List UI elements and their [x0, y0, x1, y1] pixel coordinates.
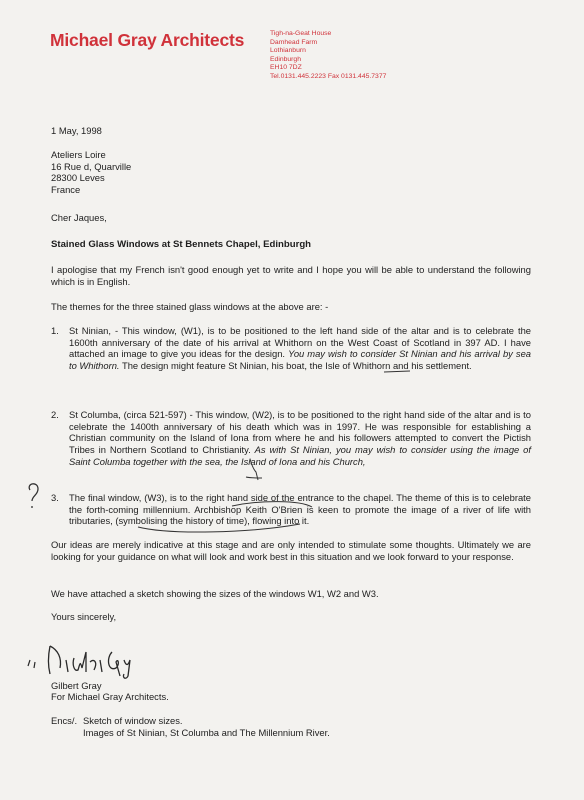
signatory-name: Gilbert Gray: [51, 680, 102, 691]
enclosure-item: Images of St Ninian, St Columba and The Millennium River.: [83, 726, 330, 738]
item-number: 1.: [51, 325, 59, 336]
signatory-organisation: For Michael Gray Architects.: [51, 691, 169, 702]
check-mark: [246, 459, 262, 480]
themes-intro: The themes for the three stained glass windows at the above are: -: [51, 301, 329, 312]
closing-paragraph: Our ideas are merely indicative at this stage and are only intended to stimulate some thoughts. Ultimately we are looking for your guidance on what will look and work best in this situation and we look forward to your response.: [51, 539, 531, 562]
item-text: St Ninian, - This window, (W1), is to be positioned to the left hand side of the altar and is to celebrate the 1600th anniversary of the date of his arrival at Whithorn on the West Coast of Scotland in 397 AD. I have attached an image to give you ideas for the design. You may wish to consider St Ninian and his arrival by sea to Whithorn. The design might feature St Ninian, his boat, the Isle of Whithorn and his settlement.: [69, 325, 531, 372]
recipient-line: France: [51, 183, 81, 195]
address-line: EH10 7DZ: [270, 64, 302, 72]
underline-mark: [384, 371, 410, 372]
underline-mark: [138, 502, 312, 532]
salutation: Cher Jaques,: [51, 212, 107, 223]
enclosure-item: Sketch of window sizes.: [83, 715, 183, 726]
recipient-line: 28300 Leves: [51, 172, 105, 184]
letter-date: 1 May, 1998: [51, 125, 102, 136]
recipient-line: 16 Rue d, Quarville: [51, 160, 132, 172]
attachment-paragraph: We have attached a sketch showing the sizes of the windows W1, W2 and W3.: [51, 588, 379, 599]
item-text: St Columba, (circa 521-597) - This window, (W2), is to be positioned to the right hand side of the altar and is to celebrate the 1400th anniversary of his death which was in 1997. He was responsible for establishing a Christian community on the Island of Iona from where he and his followers attempted to convert the Pictish Tribes in Northern Scotland to Christianity. As with St Ninian, you may wish to consider using the image of Saint Columba together with the sea, the Island of Iona and his Church,: [69, 409, 531, 467]
enclosures-label: Encs/.: [51, 715, 78, 726]
address-line: Tigh-na-Geat House: [270, 30, 332, 37]
question-mark-icon: [29, 484, 38, 508]
item-number: 3.: [51, 492, 59, 503]
address-line: Damhead Farm: [270, 38, 318, 46]
subject-line: Stained Glass Windows at St Bennets Chapel, Edinburgh: [51, 239, 312, 250]
address-line: Lothianburn: [270, 47, 306, 55]
item-number: 2.: [51, 409, 59, 420]
sign-off: Yours sincerely,: [51, 611, 117, 622]
intro-paragraph: I apologise that my French isn't good enough yet to write and I hope you will be able to understand the following which is in English.: [51, 264, 531, 287]
company-name: Michael Gray Architects: [50, 30, 245, 50]
recipient-line: Ateliers Loire: [51, 149, 106, 160]
address-line: Edinburgh: [270, 55, 301, 63]
item-text: The final window, (W3), is to the right hand side of the entrance to the chapel. The theme of this is to celebrate the forth-coming millennium. Archbishop Keith O'Brien is keen to promote the image of a river of life with tributaries, (symbolising the history of time), flowing into it.: [69, 492, 531, 527]
address-line: Tel.0131.445.2223 Fax 0131.445.7377: [270, 72, 387, 80]
